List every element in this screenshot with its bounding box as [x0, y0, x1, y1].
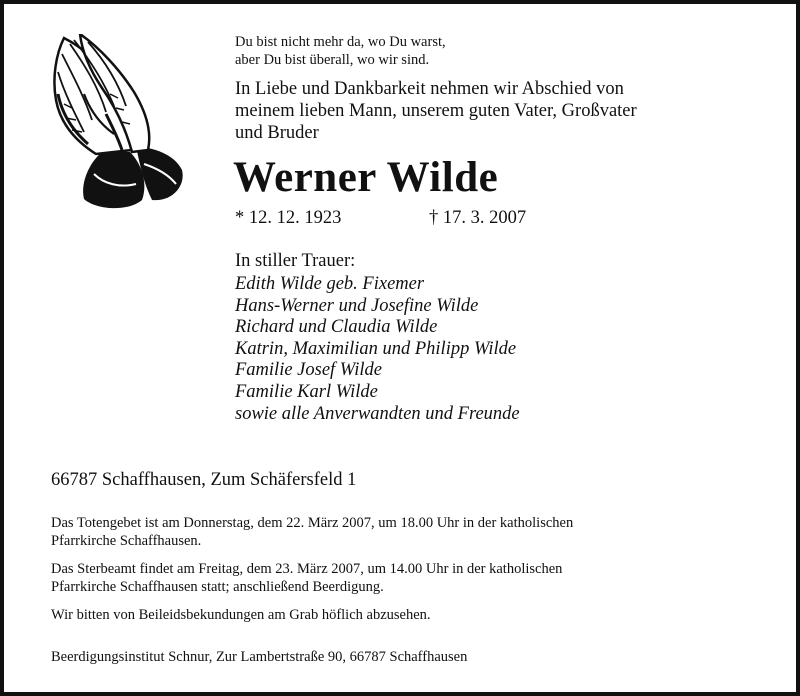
note-line: Pfarrkirche Schaffhausen. — [51, 533, 202, 549]
note-line: Das Totengebet ist am Donnerstag, dem 22. März 2007, um 18.00 Uhr in der katholischen — [51, 515, 574, 531]
mourner-item: Richard und Claudia Wilde — [235, 317, 438, 338]
birth-date: * 12. 12. 1923 — [235, 208, 342, 228]
mourner-item: Katrin, Maximilian und Philipp Wilde — [235, 338, 517, 359]
farewell-intro — [235, 78, 795, 144]
mourning-heading: In stiller Trauer: — [235, 251, 356, 271]
family-address: 66787 Schaffhausen, Zum Schäfersfeld 1 — [51, 470, 357, 490]
prayer-note — [51, 514, 751, 550]
mourner-item: Edith Wilde geb. Fixemer — [235, 274, 425, 294]
intro-line: meinem lieben Mann, unserem guten Vater, Großvater — [235, 101, 637, 121]
note-line: Das Sterbeamt findet am Freitag, dem 23. März 2007, um 14.00 Uhr in der katholischen — [51, 561, 563, 577]
deceased-name: Werner Wilde — [233, 154, 499, 201]
note-line: Pfarrkirche Schaffhausen statt; anschließend Beerdigung. — [51, 579, 384, 595]
mourners-list — [235, 274, 520, 425]
mourner-item: Hans-Werner und Josefine Wilde — [235, 295, 479, 316]
mourner-item: sowie alle Anverwandten und Freunde — [235, 403, 520, 424]
poem-line: aber Du bist überall, wo wir sind. — [235, 52, 430, 68]
praying-hands-icon — [44, 34, 186, 214]
mourner-item: Familie Josef Wilde — [235, 360, 382, 381]
condolence-request: Wir bitten von Beileidsbekundungen am Grab höflich abzusehen. — [51, 607, 431, 623]
funeral-mass-note — [51, 560, 751, 596]
death-date: † 17. 3. 2007 — [429, 208, 527, 228]
intro-line: In Liebe und Dankbarkeit nehmen wir Abschied von — [235, 79, 624, 99]
intro-line: und Bruder — [235, 123, 319, 143]
mourner-item: Familie Karl Wilde — [235, 381, 378, 402]
undertaker-info: Beerdigungsinstitut Schnur, Zur Lambertstraße 90, 66787 Schaffhausen — [51, 649, 468, 665]
poem-line: Du bist nicht mehr da, wo Du warst, — [235, 34, 446, 50]
poem-quote — [235, 33, 446, 69]
